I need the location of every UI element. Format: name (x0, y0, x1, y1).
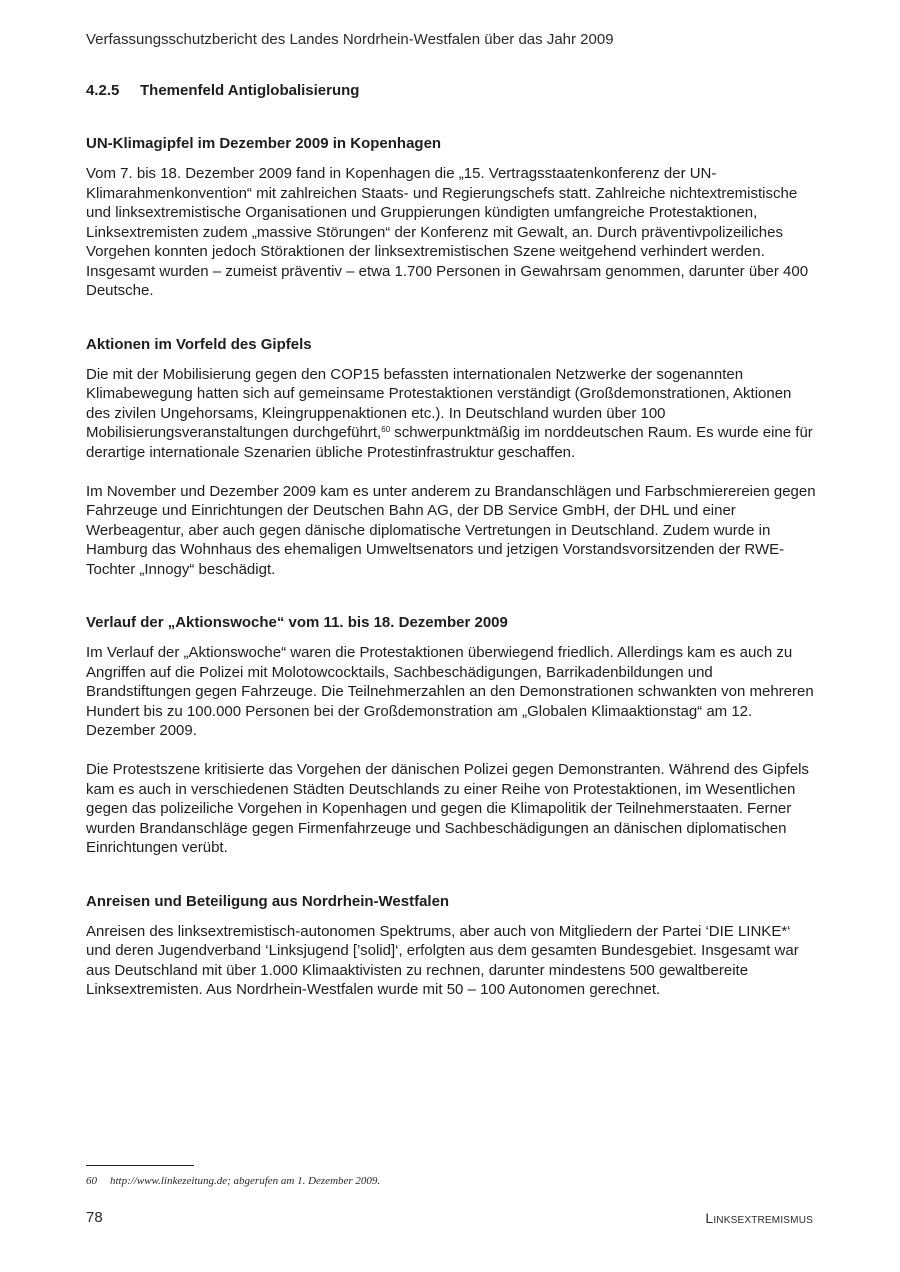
section-heading (86, 82, 816, 99)
paragraph-text: Die mit der Mobilisierung gegen den COP15 befassten internationalen Netzwerke der sogenannten Klimabewegung hatten sich auf gemeinsame Protestaktionen verständigt (Großdemonstrationen, Aktionen des zivilen Ungehorsams, Kleingruppenaktionen etc.). In Deutschland wurden über 100 Mobilisierungsveranstaltungen durchgeführt, (86, 365, 792, 441)
subsection-heading: Verlauf der „Aktionswoche“ vom 11. bis 18. Dezember 2009 (86, 614, 508, 631)
page-number: 78 (86, 1209, 103, 1226)
running-header: Verfassungsschutzbericht des Landes Nordrhein-Westfalen über das Jahr 2009 (86, 31, 614, 48)
main-content (86, 82, 816, 1034)
footnote-divider (86, 1165, 194, 1166)
paragraph: Die Protestszene kritisierte das Vorgehen der dänischen Polizei gegen Demonstranten. Während des Gipfels kam es auch in verschiedenen Städten Deutschlands zu einer Reihe von Protestaktionen, im Wesentlichen gegen das polizeiliche Vorgehen in Kopenhagen und gegen die Klimapolitik der Teilnehmerstaaten. Ferner wurden Brandanschläge gegen Firmenfahrzeuge und Sachbeschädigungen an dänischen diplomatischen Einrichtungen verübt. (86, 761, 809, 856)
paragraph (86, 365, 816, 463)
paragraph-text-continued: schwerpunktmäßig im norddeutschen Raum. Es wurde eine für derartige internationale Szenarien übliche Protestinfrastruktur geschaffen. (86, 424, 813, 461)
section-number: 4.2.5 (86, 82, 120, 99)
footnote-number: 60 (86, 1175, 97, 1187)
footer-section-name: Linksextremismus (705, 1210, 813, 1226)
block-nrw-participation (86, 892, 816, 1000)
subsection-heading: Anreisen und Beteiligung aus Nordrhein-Westfalen (86, 892, 450, 910)
block-un-climate-summit (86, 134, 816, 301)
paragraph: Im Verlauf der „Aktionswoche“ waren die Protestaktionen überwiegend friedlich. Allerdings kam es auch zu Angriffen auf die Polizei mit Molotowcocktails, Sachbeschädigungen, Barrikadenbildungen und Brandstiftungen gegen Fahrzeuge. Die Teilnehmerzahlen an den Demonstrationen schwankten von mehreren Hundert bis zu 100.000 Personen bei der Großdemonstration am „Globalen Klimaaktionstag“ am 12. Dezember 2009. (86, 644, 814, 739)
footnote-reference[interactable]: 60 (381, 425, 391, 434)
paragraph: Anreisen des linksextremistisch-autonomen Spektrums, aber auch von Mitgliedern der Partei ‘DIE LINKE*‘ und deren Jugendverband ‘Linksjugend [’solid]‘, erfolgten aus dem gesamten Bundesgebiet. Insgesamt war aus Deutschland mit über 1.000 Klimaaktivisten zu rechnen, darunter mindestens 500 gewaltbereite Linksextremisten. Aus Nordrhein-Westfalen wurde mit 50 – 100 Autonomen gerechnet. (86, 922, 799, 998)
footnote (86, 1175, 380, 1187)
footnote-text[interactable]: http://www.linkezeitung.de; abgerufen am 1. Dezember 2009. (110, 1175, 381, 1187)
subsection-heading: UN-Klimagipfel im Dezember 2009 in Kopenhagen (86, 135, 442, 152)
block-pre-summit-actions (86, 335, 816, 580)
section-title: Themenfeld Antiglobalisierung (140, 82, 360, 99)
paragraph: Vom 7. bis 18. Dezember 2009 fand in Kopenhagen die „15. Vertragsstaatenkonferenz der UN-Klimarahmenkonvention“ mit zahlreichen Staats- und Regierungschefs statt. Zahlreiche nichtextremistische und linksextremistische Organisationen und Gruppierungen kündigten umfangreiche Protestaktionen, Linksextremisten zudem „massive Störungen“ der Konferenz mit Gewalt, an. Durch präventivpolizeiliches Vorgehen konnten jedoch Störaktionen der linksextremistischen Szene weitgehend verhindert werden. Insgesamt wurden – zumeist präventiv – etwa 1.700 Personen in Gewahrsam genommen, darunter über 400 Deutsche. (86, 165, 809, 299)
paragraph: Im November und Dezember 2009 kam es unter anderem zu Brandanschlägen und Farbschmierereien gegen Fahrzeuge und Einrichtungen der Deutschen Bahn AG, der DB Service GmbH, der DHL und einer Werbeagentur, aber auch gegen dänische diplomatische Vertretungen in Deutschland. Zudem wurde in Hamburg das Wohnhaus des ehemaligen Umweltsenators und jetzigen Vorstandsvorsitzenden der RWE-Tochter „Innogy“ beschädigt. (86, 482, 816, 578)
subsection-heading: Aktionen im Vorfeld des Gipfels (86, 335, 312, 353)
block-action-week (86, 613, 816, 858)
